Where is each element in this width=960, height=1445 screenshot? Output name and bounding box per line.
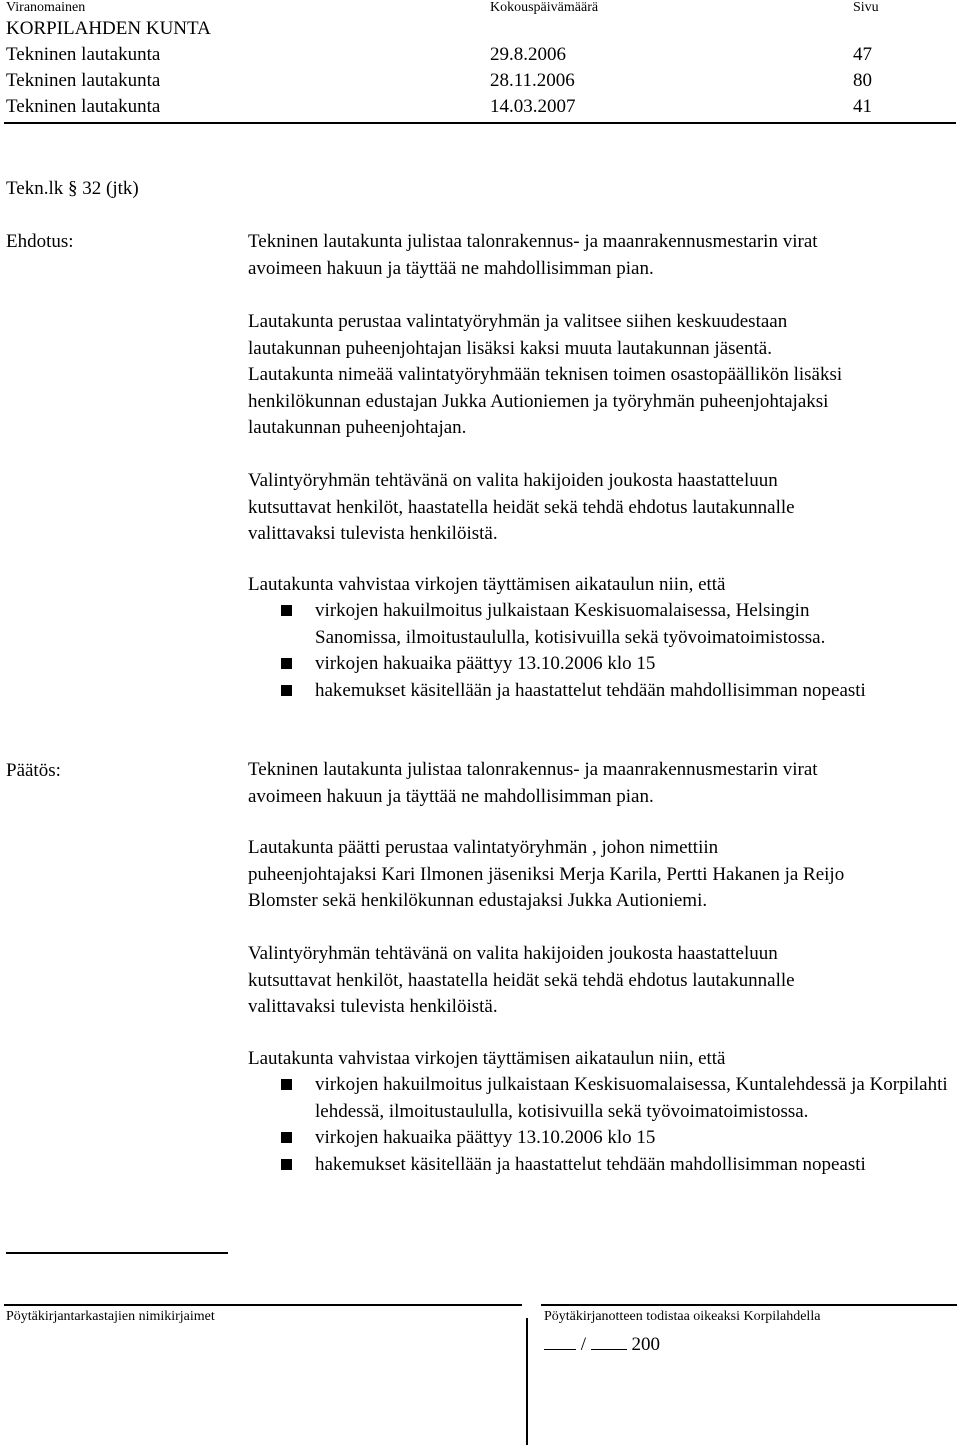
header-row-1-date: 29.8.2006 bbox=[490, 44, 566, 65]
list-item: virkojen hakuaika päättyy 13.10.2006 klo 15 bbox=[248, 1125, 948, 1152]
header-row-1-page: 47 bbox=[853, 44, 872, 65]
text-line: Lautakunta vahvistaa virkojen täyttämisen aikataulun niin, että bbox=[248, 574, 726, 595]
proposal-paragraph-1 bbox=[248, 229, 953, 282]
org-name: KORPILAHDEN KUNTA bbox=[6, 18, 211, 39]
header-col-page: Sivu bbox=[853, 0, 879, 15]
decision-bullet-list bbox=[248, 1072, 948, 1178]
list-item: virkojen hakuilmoitus julkaistaan Keskisuomalaisessa, Helsingin Sanomissa, ilmoitustaululla, kotisivuilla sekä työvoimatoimistossa. bbox=[248, 598, 878, 651]
header-row-2-date: 28.11.2006 bbox=[490, 70, 575, 91]
signature-line bbox=[6, 1252, 228, 1254]
day-blank bbox=[544, 1331, 576, 1350]
text-line: puheenjohtajaksi Kari Ilmonen jäseniksi Merja Karila, Pertti Hakanen ja Reijo bbox=[248, 863, 845, 885]
proposal-paragraph-2 bbox=[248, 309, 953, 442]
text-line: Lautakunta vahvistaa virkojen täyttämisen aikataulun niin, että bbox=[248, 1048, 726, 1069]
footer-certification-label: Pöytäkirjanotteen todistaa oikeaksi Korpilahdella bbox=[544, 1309, 821, 1324]
decision-paragraph-1 bbox=[248, 757, 953, 810]
text-line: Valintyöryhmän tehtävänä on valita hakijoiden joukosta haastatteluun bbox=[248, 470, 778, 491]
text-line: valittavaksi tulevista henkilöistä. bbox=[248, 523, 498, 544]
text-line: Lautakunta nimeää valintatyöryhmään teknisen toimen osastopäällikön lisäksi bbox=[248, 364, 843, 385]
list-item: virkojen hakuilmoitus julkaistaan Keskisuomalaisessa, Kuntalehdessä ja Korpilahti lehdessä, ilmoitustaululla, kotisivuilla sekä työvoimatoimistossa. bbox=[248, 1072, 948, 1125]
bullet-square-icon bbox=[281, 1159, 292, 1170]
footer-vertical-divider bbox=[526, 1318, 528, 1445]
list-item: virkojen hakuaika päättyy 13.10.2006 klo 15 bbox=[248, 651, 878, 678]
text-line: avoimeen hakuun ja täyttää ne mahdollisimman pian. bbox=[248, 257, 654, 279]
footer-date-field bbox=[544, 1331, 660, 1356]
text-line: Lautakunta päätti perustaa valintatyöryhmän , johon nimettiin bbox=[248, 837, 719, 858]
list-item: hakemukset käsitellään ja haastattelut tehdään mahdollisimman nopeasti bbox=[248, 678, 875, 705]
text-line: Tekninen lautakunta julistaa talonrakennus- ja maanrakennusmestarin virat bbox=[248, 231, 818, 252]
text-line: lautakunnan puheenjohtajan lisäksi kaksi muuta lautakunnan jäsentä. bbox=[248, 337, 772, 359]
bullet-square-icon bbox=[281, 685, 292, 696]
proposal-bullet-list bbox=[248, 598, 878, 704]
proposal-label: Ehdotus: bbox=[6, 231, 74, 252]
header-col-authority: Viranomainen bbox=[6, 0, 86, 15]
text-line: henkilökunnan edustajan Jukka Autioniemen ja työryhmän puheenjohtajaksi bbox=[248, 390, 829, 412]
text-line: lautakunnan puheenjohtajan. bbox=[248, 417, 467, 438]
bullet-square-icon bbox=[281, 605, 292, 616]
header-row-2-page: 80 bbox=[853, 70, 872, 91]
date-separator: / bbox=[580, 1334, 587, 1355]
header-row-2-body: Tekninen lautakunta bbox=[6, 70, 161, 91]
proposal-paragraph-3 bbox=[248, 468, 953, 548]
text-line: Tekninen lautakunta julistaa talonrakennus- ja maanrakennusmestarin virat bbox=[248, 759, 818, 780]
header-row-3-date: 14.03.2007 bbox=[490, 96, 576, 117]
text-line: Lautakunta perustaa valintatyöryhmän ja valitsee siihen keskuudestaan bbox=[248, 311, 788, 332]
decision-paragraph-4 bbox=[248, 1046, 953, 1073]
footer-rule-left bbox=[4, 1304, 522, 1306]
text-line: valittavaksi tulevista henkilöistä. bbox=[248, 996, 498, 1017]
proposal-paragraph-4 bbox=[248, 572, 953, 599]
text-line: kutsuttavat henkilöt, haastatella heidät sekä tehdä ehdotus lautakunnalle bbox=[248, 969, 795, 991]
bullet-square-icon bbox=[281, 1132, 292, 1143]
text-line: avoimeen hakuun ja täyttää ne mahdollisimman pian. bbox=[248, 785, 654, 807]
decision-label: Päätös: bbox=[6, 760, 61, 781]
month-blank bbox=[591, 1331, 627, 1350]
text-line: Blomster sekä henkilökunnan edustajaksi Jukka Autioniemi. bbox=[248, 890, 708, 911]
bullet-square-icon bbox=[281, 658, 292, 669]
footer-inspectors-initials-label: Pöytäkirjantarkastajien nimikirjaimet bbox=[6, 1309, 215, 1324]
year-prefix: 200 bbox=[631, 1334, 661, 1355]
section-reference: Tekn.lk § 32 (jtk) bbox=[6, 178, 139, 199]
header-row-3-page: 41 bbox=[853, 96, 872, 117]
list-item: hakemukset käsitellään ja haastattelut tehdään mahdollisimman nopeasti bbox=[248, 1152, 875, 1179]
bullet-square-icon bbox=[281, 1079, 292, 1090]
text-line: Valintyöryhmän tehtävänä on valita hakijoiden joukosta haastatteluun bbox=[248, 943, 778, 964]
decision-paragraph-3 bbox=[248, 941, 953, 1021]
header-row-3-body: Tekninen lautakunta bbox=[6, 96, 161, 117]
header-row-1-body: Tekninen lautakunta bbox=[6, 44, 161, 65]
header-col-meeting-date: Kokouspäivämäärä bbox=[490, 0, 599, 15]
text-line: kutsuttavat henkilöt, haastatella heidät sekä tehdä ehdotus lautakunnalle bbox=[248, 496, 795, 518]
decision-paragraph-2 bbox=[248, 835, 953, 915]
header-rule bbox=[4, 122, 956, 124]
footer-rule-right bbox=[541, 1304, 957, 1306]
